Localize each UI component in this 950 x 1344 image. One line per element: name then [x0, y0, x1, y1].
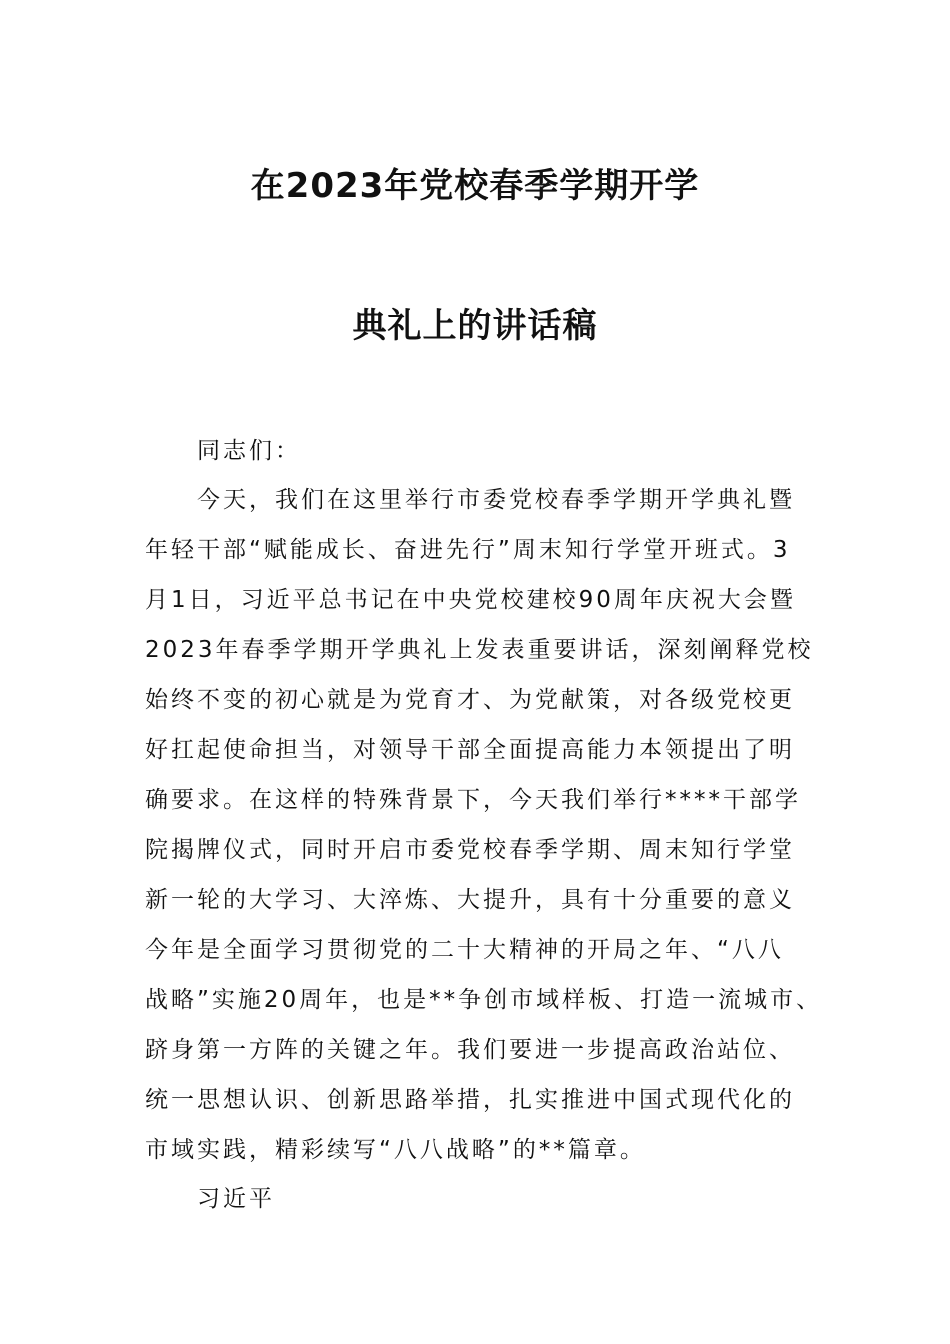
paragraph-line: 今天，我们在这里举行市委党校春季学期开学典礼暨 [197, 487, 795, 513]
paragraph-line: 年轻干部“赋能成长、奋进先行”周末知行学堂开班式。3 [145, 537, 791, 563]
paragraph-line: 院揭牌仪式，同时开启市委党校春季学期、周末知行学堂 [145, 837, 795, 863]
paragraph-line: 2023年春季学期开学典礼上发表重要讲话，深刻阐释党校 [145, 637, 814, 663]
document-title-line-2: 典礼上的讲话稿 [352, 306, 598, 346]
paragraph-line: 月1日，习近平总书记在中央党校建校90周年庆祝大会暨 [145, 587, 796, 613]
salutation: 同志们： [197, 438, 301, 464]
body-paragraph [145, 475, 825, 1175]
trailing-text: 习近平 [197, 1186, 275, 1212]
paragraph-line: 战略”实施20周年，也是**争创市域样板、打造一流城市、 [145, 987, 823, 1013]
paragraph-line: 确要求。在这样的特殊背景下，今天我们举行****干部学 [145, 787, 801, 813]
paragraph-line: 好扛起使命担当，对领导干部全面提高能力本领提出了明 [145, 737, 795, 763]
paragraph-line: 新一轮的大学习、大淬炼、大提升，具有十分重要的意义 [145, 887, 795, 913]
paragraph-line: 统一思想认识、创新思路举措，扎实推进中国式现代化的 [145, 1087, 795, 1113]
paragraph-line: 跻身第一方阵的关键之年。我们要进一步提高政治站位、 [145, 1037, 795, 1063]
paragraph-line: 市域实践，精彩续写“八八战略”的**篇章。 [145, 1137, 646, 1163]
paragraph-line: 今年是全面学习贯彻党的二十大精神的开局之年、“八八 [145, 937, 784, 963]
document-title-line-1: 在2023年党校春季学期开学 [250, 166, 700, 206]
paragraph-line: 始终不变的初心就是为党育才、为党献策，对各级党校更 [145, 687, 795, 713]
